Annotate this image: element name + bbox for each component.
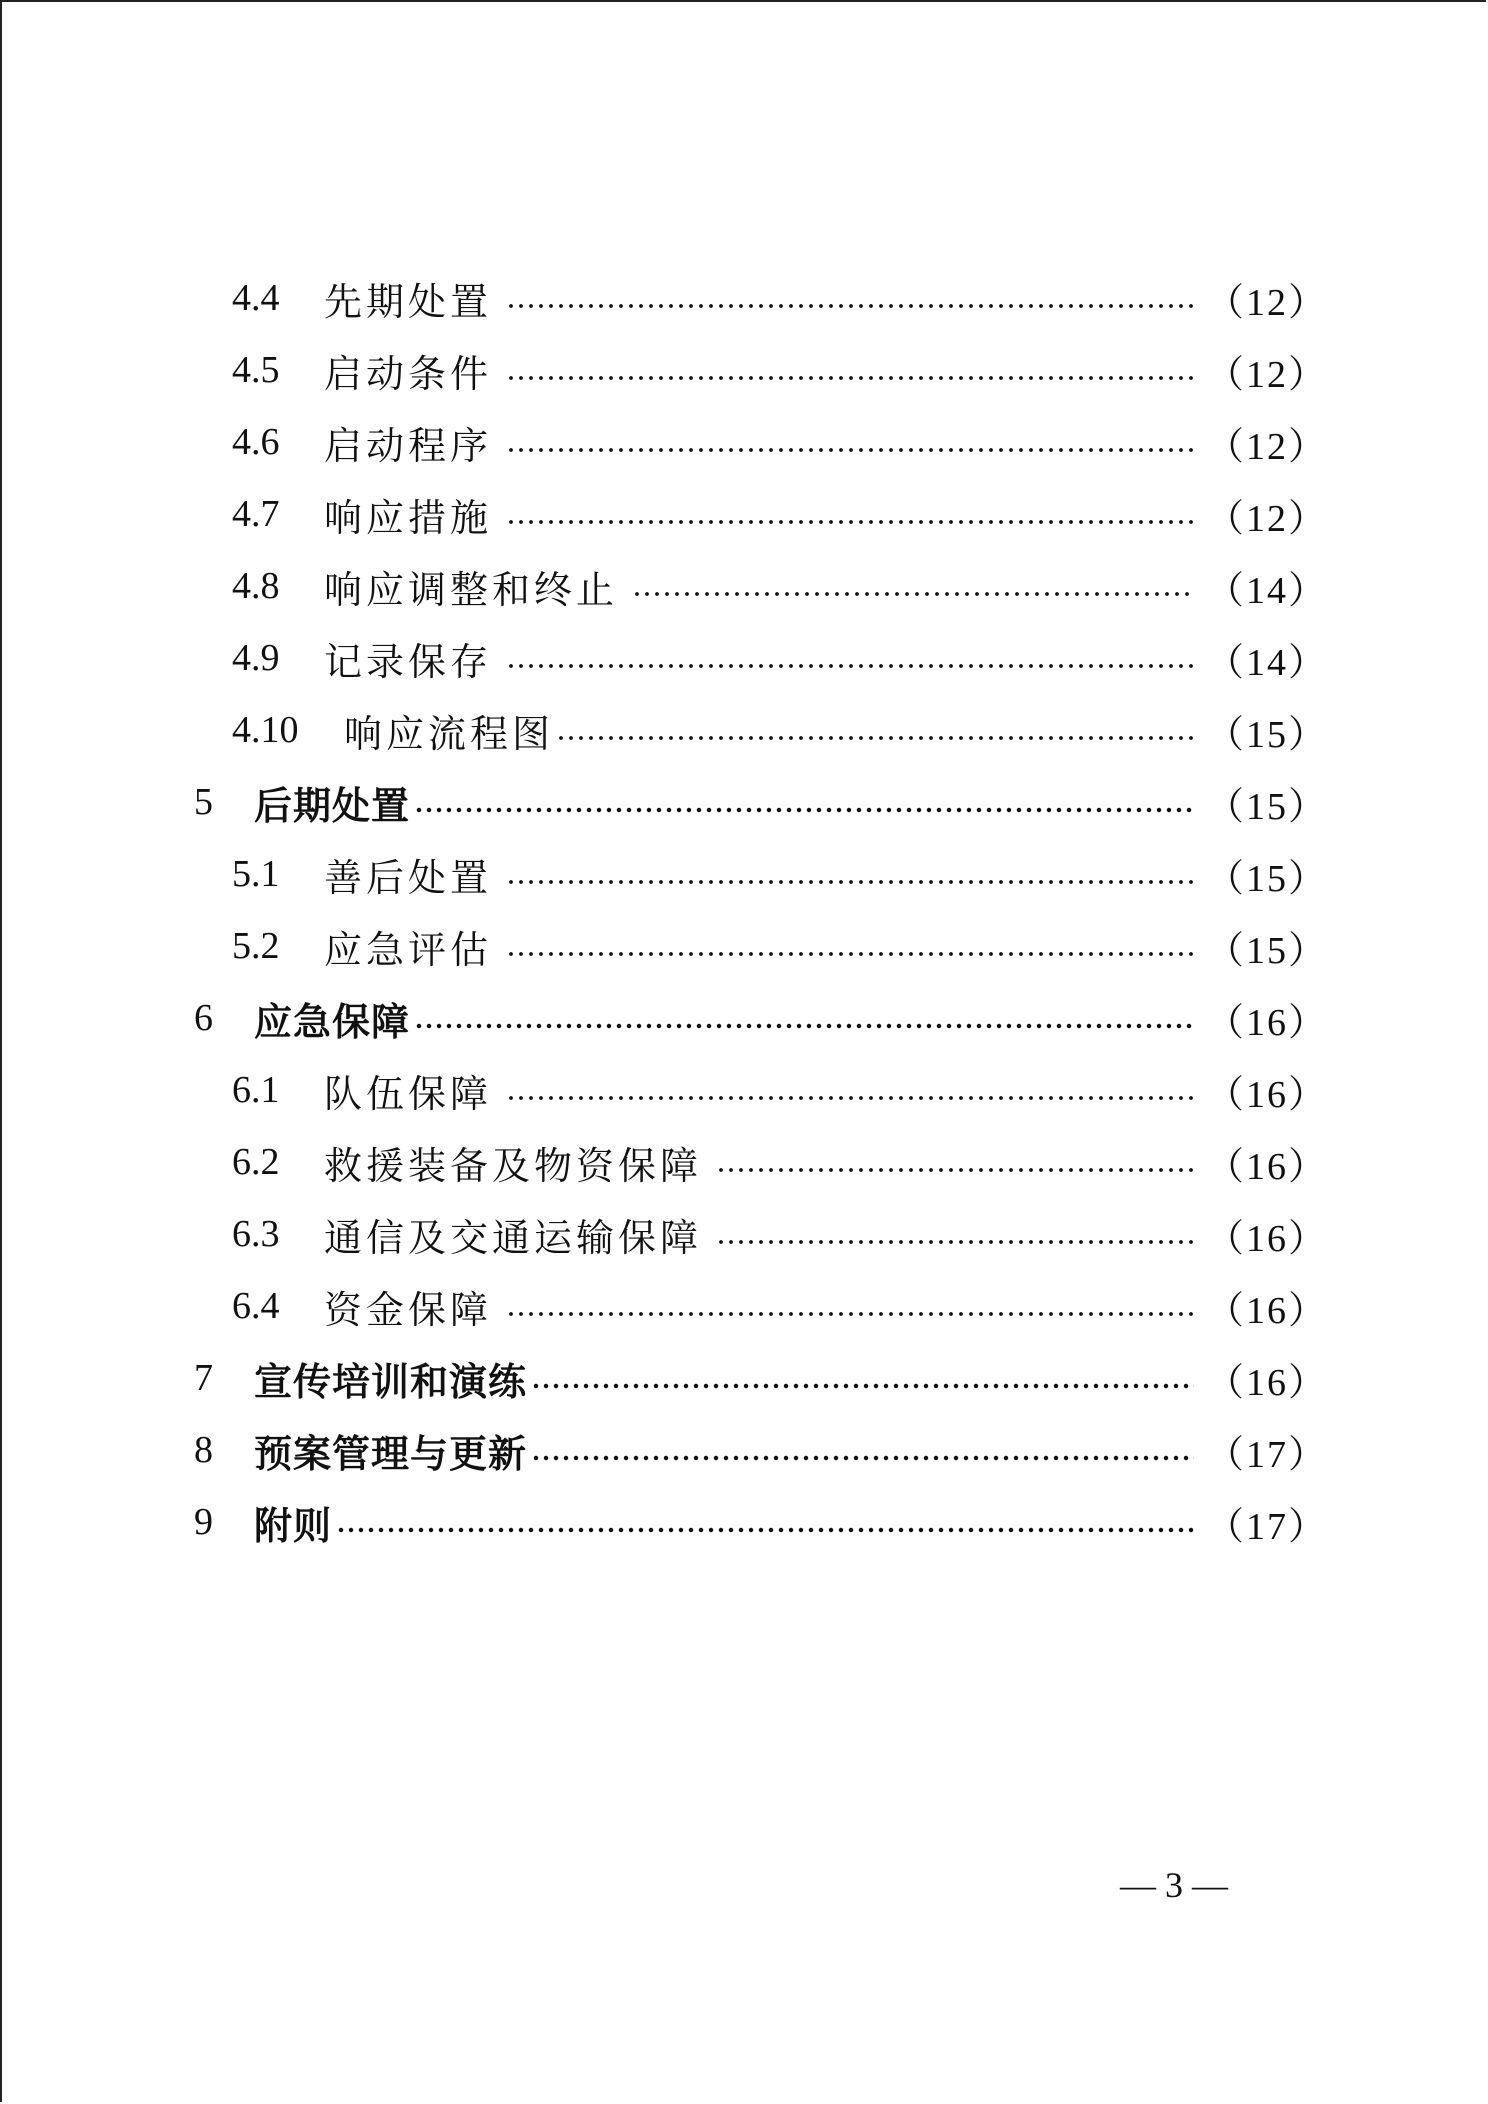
toc-entry-4-9[interactable] bbox=[0, 622, 1488, 694]
toc-entry-4-6[interactable] bbox=[0, 406, 1488, 478]
toc-leader-dots bbox=[716, 1239, 1194, 1245]
toc-entry-title: 通信及交通运输保障 bbox=[324, 1215, 703, 1260]
toc-leader-dots bbox=[506, 663, 1194, 669]
toc-entry-page: （12） bbox=[1206, 497, 1329, 540]
toc-entry-6-3[interactable] bbox=[0, 1198, 1488, 1270]
toc-leader-dots bbox=[506, 879, 1194, 885]
toc-leader-dots bbox=[506, 1311, 1194, 1317]
toc-entry-number: 9 bbox=[194, 1501, 213, 1543]
toc-entry-number: 4.4 bbox=[232, 277, 280, 319]
toc-entry-8[interactable] bbox=[0, 1414, 1488, 1486]
toc-entry-page: （16） bbox=[1206, 1361, 1329, 1404]
toc-leader-dots bbox=[531, 1455, 1194, 1461]
toc-entry-5[interactable] bbox=[0, 766, 1488, 838]
toc-entry-number: 7 bbox=[194, 1357, 213, 1399]
toc-entry-page: （14） bbox=[1206, 641, 1329, 684]
toc-entry-title: 启动条件 bbox=[324, 351, 493, 396]
toc-entry-6-2[interactable] bbox=[0, 1126, 1488, 1198]
toc-leader-dots bbox=[506, 1095, 1194, 1101]
toc-entry-title: 应急评估 bbox=[324, 927, 493, 972]
toc-entry-title: 善后处置 bbox=[324, 855, 493, 900]
toc-entry-number: 6.4 bbox=[232, 1285, 280, 1327]
toc-entry-number: 6 bbox=[194, 997, 213, 1039]
toc-leader-dots bbox=[414, 1023, 1194, 1029]
toc-entry-title: 附则 bbox=[254, 1503, 333, 1548]
toc-entry-page: （16） bbox=[1206, 1073, 1329, 1116]
toc-entry-title: 启动程序 bbox=[324, 423, 493, 468]
toc-leader-dots bbox=[506, 519, 1194, 525]
toc-entry-number: 5.2 bbox=[232, 925, 280, 967]
toc-entry-page: （14） bbox=[1206, 569, 1329, 612]
toc-entry-number: 4.7 bbox=[232, 493, 280, 535]
toc-entry-title: 记录保存 bbox=[324, 639, 493, 684]
toc-entry-page: （16） bbox=[1206, 1289, 1329, 1332]
toc-entry-5-2[interactable] bbox=[0, 910, 1488, 982]
toc-entry-page: （17） bbox=[1206, 1433, 1329, 1476]
toc-leader-dots bbox=[506, 447, 1194, 453]
toc-entry-number: 4.6 bbox=[232, 421, 280, 463]
toc-entry-5-1[interactable] bbox=[0, 838, 1488, 910]
toc-entry-title: 响应措施 bbox=[324, 495, 493, 540]
toc-entry-page: （16） bbox=[1206, 1217, 1329, 1260]
toc-entry-number: 4.10 bbox=[232, 709, 299, 751]
toc-entry-title: 响应流程图 bbox=[344, 711, 555, 756]
toc-entry-number: 6.3 bbox=[232, 1213, 280, 1255]
toc-entry-page: （12） bbox=[1206, 281, 1329, 324]
toc-entry-9[interactable] bbox=[0, 1486, 1488, 1558]
toc-entry-4-5[interactable] bbox=[0, 334, 1488, 406]
toc-entry-number: 5 bbox=[194, 781, 213, 823]
toc-leader-dots bbox=[556, 735, 1194, 741]
toc-entry-page: （15） bbox=[1206, 857, 1329, 900]
toc-entry-title: 预案管理与更新 bbox=[254, 1431, 528, 1476]
toc-leader-dots bbox=[336, 1527, 1194, 1533]
toc-entry-number: 5.1 bbox=[232, 853, 280, 895]
toc-entry-page: （15） bbox=[1206, 713, 1329, 756]
toc-entry-page: （16） bbox=[1206, 1145, 1329, 1188]
toc-entry-6-4[interactable] bbox=[0, 1270, 1488, 1342]
toc-entry-page: （15） bbox=[1206, 929, 1329, 972]
toc-entry-title: 后期处置 bbox=[254, 783, 411, 828]
toc-entry-page: （17） bbox=[1206, 1505, 1329, 1548]
toc-entry-title: 队伍保障 bbox=[324, 1071, 493, 1116]
toc-leader-dots bbox=[632, 591, 1194, 597]
toc-entry-number: 4.9 bbox=[232, 637, 280, 679]
toc-entry-page: （15） bbox=[1206, 785, 1329, 828]
toc-entry-title: 救援装备及物资保障 bbox=[324, 1143, 703, 1188]
page-number: — 3 — bbox=[1120, 1865, 1228, 1905]
toc-entry-number: 6.2 bbox=[232, 1141, 280, 1183]
toc-entry-number: 8 bbox=[194, 1429, 213, 1471]
toc-entry-4-10[interactable] bbox=[0, 694, 1488, 766]
toc-entry-number: 4.5 bbox=[232, 349, 280, 391]
toc-entry-4-4[interactable] bbox=[0, 262, 1488, 334]
toc-entry-page: （12） bbox=[1206, 425, 1329, 468]
toc-entry-4-8[interactable] bbox=[0, 550, 1488, 622]
toc-entry-6-1[interactable] bbox=[0, 1054, 1488, 1126]
toc-entry-title: 应急保障 bbox=[254, 999, 411, 1044]
toc-leader-dots bbox=[506, 303, 1194, 309]
toc-entry-title: 资金保障 bbox=[324, 1287, 493, 1332]
toc-entry-4-7[interactable] bbox=[0, 478, 1488, 550]
toc-entry-title: 宣传培训和演练 bbox=[254, 1359, 528, 1404]
toc-entry-title: 先期处置 bbox=[324, 279, 493, 324]
toc-leader-dots bbox=[506, 951, 1194, 957]
toc-leader-dots bbox=[506, 375, 1194, 381]
toc-entry-title: 响应调整和终止 bbox=[324, 567, 619, 612]
toc-entry-number: 4.8 bbox=[232, 565, 280, 607]
toc-leader-dots bbox=[716, 1167, 1194, 1173]
toc-leader-dots bbox=[414, 807, 1194, 813]
toc-entry-page: （12） bbox=[1206, 353, 1329, 396]
toc-entry-page: （16） bbox=[1206, 1001, 1329, 1044]
toc-entry-7[interactable] bbox=[0, 1342, 1488, 1414]
toc-leader-dots bbox=[531, 1383, 1194, 1389]
toc-entry-6[interactable] bbox=[0, 982, 1488, 1054]
toc-entry-number: 6.1 bbox=[232, 1069, 280, 1111]
